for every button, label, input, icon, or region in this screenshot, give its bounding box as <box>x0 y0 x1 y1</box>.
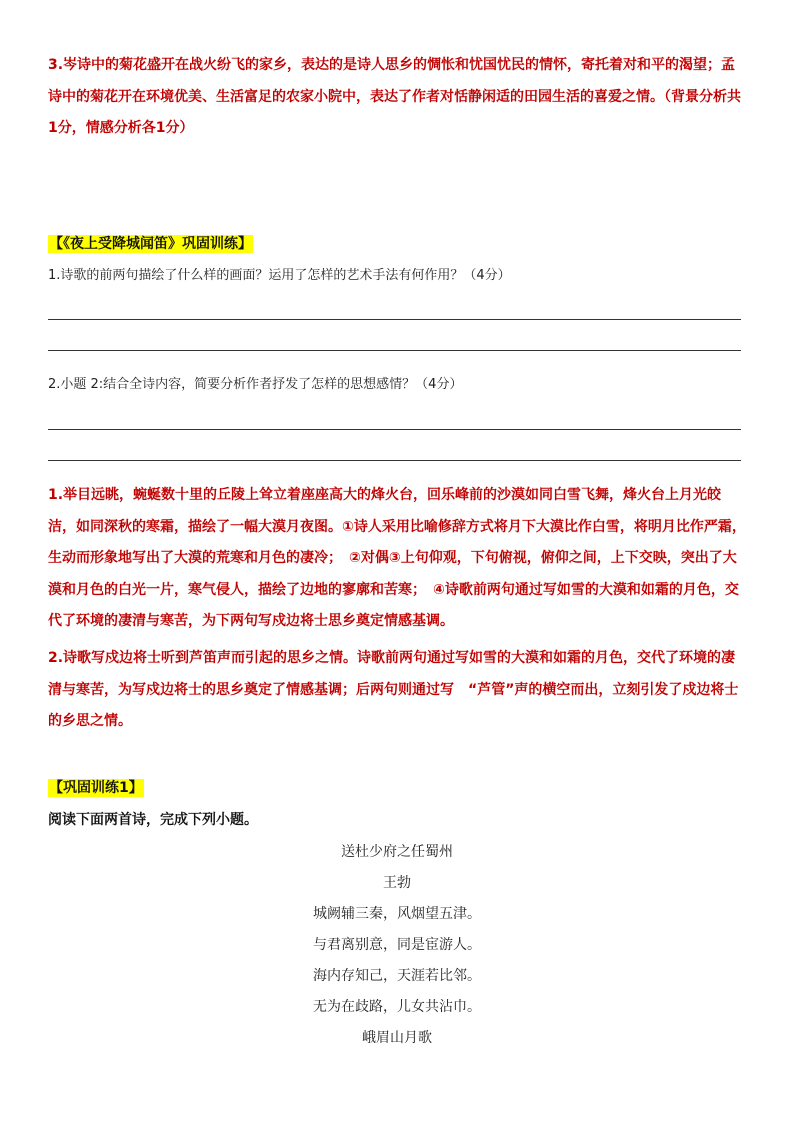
poem-line: 无为在歧路，儿女共沾巾。 <box>313 999 481 1015</box>
poem-line: 海内存知己，天涯若比邻。 <box>313 968 481 984</box>
poem-line: 城阙辅三秦，风烟望五津。 <box>313 906 481 922</box>
poem-line: 与君离别意，同是宦游人。 <box>313 937 481 953</box>
answer-line <box>48 350 741 351</box>
poem-title: 峨眉山月歌 <box>362 1030 432 1046</box>
answer-line <box>48 460 741 461</box>
prior-answer-3: 3.岑诗中的菊花盛开在战火纷飞的家乡，表达的是诗人思乡的惆怅和忧国忧民的情怀，寄托着对和平的渴望；孟诗中的菊花开在环境优美、生活富足的农家小院中，表达了作者对恬静闲适的田园生活的喜爱之情。（背景分析共1分，情感分析各1分） <box>48 57 741 136</box>
poem-author: 王勃 <box>383 875 411 891</box>
question-1: 1.诗歌的前两句描绘了什么样的画面？运用了怎样的艺术手法有何作用？（4分） <box>48 268 511 283</box>
section-heading-consolidation-1: 【巩固训练1】 <box>49 780 143 796</box>
section-heading-night-on-shouxiang-city: 【《夜上受降城闻笛》巩固训练】 <box>49 236 252 252</box>
answer-line <box>48 429 741 430</box>
answer-2: 2.诗歌写戍边将士听到芦笛声而引起的思乡之情。诗歌前两句通过写如雪的大漠和如霜的月色，交代了环境的凄清与寒苦，为写戍边将士的思乡奠定了情感基调；后两句则通过写 “芦管”声的横空而出，立刻引发了戍边将士的乡思之情。 <box>48 650 739 729</box>
question-2: 2.小题 2:结合全诗内容，简要分析作者抒发了怎样的思想感情？（4分） <box>48 377 463 392</box>
answer-1: 1.举目远眺，蜿蜒数十里的丘陵上耸立着座座高大的烽火台，回乐峰前的沙漠如同白雪飞舞，烽火台上月光皎洁，如同深秋的寒霜，描绘了一幅大漠月夜图。①诗人采用比喻修辞方式将月下大漠比作白雪，将明月比作严霜，生动而形象地写出了大漠的荒寒和月色的凄冷； ②对偶③上句仰观，下句俯视，俯仰之间，上下交映，突出了大漠和月色的白光一片，寒气侵人，描绘了边地的寥廓和苦寒； ④诗歌前两句通过写如雪的大漠和如霜的月色，交代了环境的凄清与寒苦，为下两句写戍边将士思乡奠定情感基调。 <box>48 487 746 629</box>
poem-title: 送杜少府之任蜀州 <box>341 844 453 860</box>
reading-instruction: 阅读下面两首诗，完成下列小题。 <box>48 812 258 828</box>
answer-line <box>48 319 741 320</box>
